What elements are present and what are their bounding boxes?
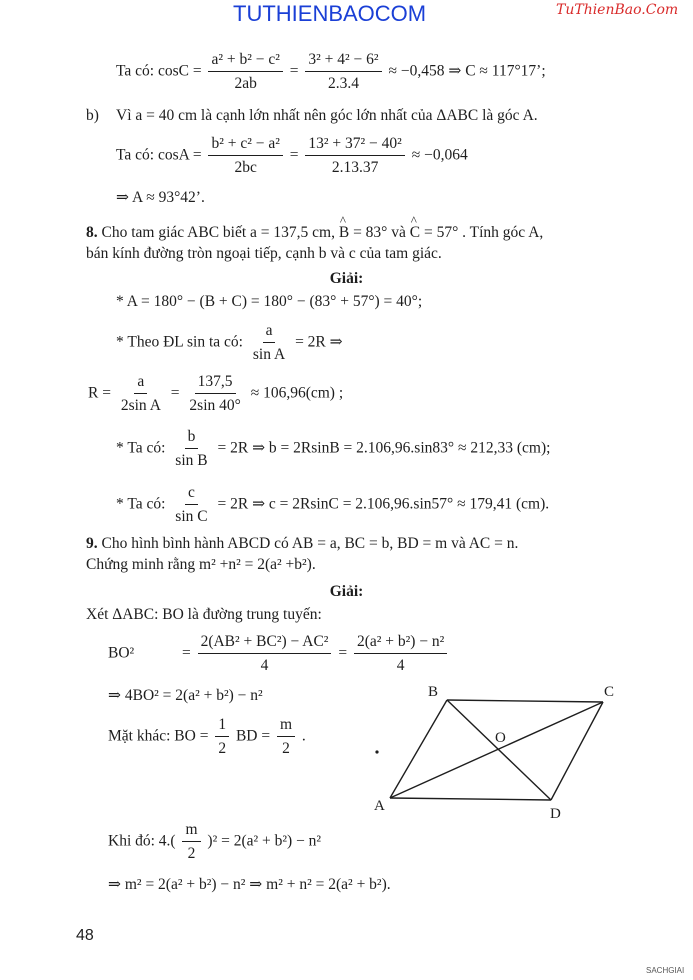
sinlaw-fraction: $\frac{a}{\text{sin A}}$ <box>252 322 286 364</box>
problem9-line1: 9. Cho hình bình hành ABCD có AB = a, BC = b, BD = m và AC = n. <box>86 535 519 552</box>
vertex-label-C: C <box>604 684 615 700</box>
part-b-text: Vì a = 40 cm là cạnh lớn nhất nên góc lớn nhất của ΔABC là góc A. <box>116 107 538 124</box>
vertex-label-A: A <box>374 798 385 814</box>
diagonal-BD <box>447 700 551 800</box>
problem9-solution-heading: Giải: <box>329 583 364 600</box>
problem8-step2: * Theo ĐL sin ta có: $\frac{a}{\text{sin A}}$ = 2R ⇒ <box>116 322 343 364</box>
diagonal-AC <box>390 702 603 798</box>
footer-brand-logo: SACHGIAI <box>646 966 685 975</box>
c-fraction: $\frac{c}{\text{sin C}}$ <box>175 484 208 526</box>
problem9-intro: Xét ΔABC: BO là đường trung tuyến: <box>86 606 322 623</box>
R-numeric-fraction: $\frac{137,5}{2\sin 40^\circ}$ <box>189 373 241 415</box>
problem8-line2: bán kính đường tròn ngoại tiếp, cạnh b và c của tam giác. <box>86 245 442 262</box>
problem8-solution-heading: Giải: <box>329 270 364 287</box>
problem9-step5: ⇒ m² = 2(a² + b²) − n² ⇒ m² + n² = 2(a² + b²). <box>108 876 391 893</box>
problem9-step3: Mặt khác: BO = $\frac{1}{2}$ BD = $\frac{m}{2}$ . <box>108 716 306 758</box>
cosA-numeric-fraction: $\frac{\text{13² + 37² − 40²}}{2.13.37}$ <box>305 134 404 178</box>
parallelogram-figure <box>360 680 630 820</box>
problem9-step4: Khi đó: 4.( $\frac{m}{2}$ )² = 2(a² + b²) − n² <box>108 821 322 863</box>
bo2-fraction-simplified: $\frac{\text{2(a² + b²) − n²}}{4}$ <box>354 632 447 676</box>
edge-BC <box>447 700 603 702</box>
vertex-label-B: B <box>428 684 439 700</box>
cosA-fraction: $\frac{\text{b² + c² − a²}}{2bc}$ <box>208 134 282 178</box>
part-b-label: b) <box>86 107 99 124</box>
bo2-line: BO² = $\frac{\text{2(AB² + BC²) − AC²}}{4}$ = $\frac{\text{2(a² + b²) − n²}}{4}$ <box>108 632 450 676</box>
edge-AB <box>390 700 447 798</box>
edge-CD <box>551 702 603 800</box>
watermark: TuThienBao.Com <box>556 2 679 18</box>
vertex-label-D: D <box>550 806 561 820</box>
b-fraction: $\frac{b}{\text{sin B}}$ <box>175 428 208 470</box>
bo2-fraction: $\frac{\text{2(AB² + BC²) − AC²}}{4}$ <box>198 632 332 676</box>
half-fraction: $\frac{1}{2}$ <box>215 715 229 759</box>
problem8-line1: 8. Cho tam giác ABC biết a = 137,5 cm, ^ B = 83° và ^ C = 57° . Tính góc A, <box>86 224 543 242</box>
problem8-step4: * Ta có: $\frac{c}{\text{sin C}}$ = 2R ⇒ c = 2RsinC = 2.106,96.sin57° ≈ 179,41 (cm). <box>116 484 550 526</box>
vertex-label-O: O <box>495 730 506 746</box>
cosC-numeric-fraction: $\frac{\text{3² + 4² − 6²}}{2.3.4}$ <box>305 50 381 94</box>
cosA-line: Ta có: cosA = $\frac{\text{b² + c² − a²}}{2bc}$ = $\frac{\text{13² + 37² − 40²}}{2.13.37}$ ≈ −0,064 <box>116 135 468 177</box>
site-title: TUTHIENBAOCOM <box>233 1 427 26</box>
stray-dot <box>375 750 378 753</box>
problem8-step3: * Ta có: $\frac{b}{\text{sin B}}$ = 2R ⇒ b = 2RsinB = 2.106,96.sin83° ≈ 212,33 (cm); <box>116 428 551 470</box>
problem9-line2: Chứng minh rằng m² +n² = 2(a² +b²). <box>86 556 316 573</box>
part-b-conclusion: ⇒ A ≈ 93°42’. <box>116 189 205 206</box>
m-half-fraction: $\frac{m}{2}$ <box>277 715 295 759</box>
R-fraction: $\frac{a}{\text{2sin A}}$ <box>120 373 161 415</box>
page-number: 48 <box>76 927 94 944</box>
problem9-step2: ⇒ 4BO² = 2(a² + b²) − n² <box>108 687 263 704</box>
cosC-fraction: $\frac{\text{a² + b² − c²}}{2ab}$ <box>208 50 282 94</box>
problem8-step1: * A = 180° − (B + C) = 180° − (83° + 57°) = 40°; <box>116 293 423 310</box>
edge-DA <box>390 798 551 800</box>
m-over-2-fraction: $\frac{m}{2}$ <box>182 820 200 864</box>
cosC-line: Ta có: cosC = $\frac{\text{a² + b² − c²}}{2ab}$ = $\frac{\text{3² + 4² − 6²}}{2.3.4}$ ≈ −0,458 ⇒ C ≈ 117°17’; <box>116 51 546 93</box>
problem8-R: R = $\frac{a}{\text{2sin A}}$ = $\frac{137,5}{2\sin 40^\circ}$ ≈ 106,96(cm) ; <box>88 373 344 415</box>
